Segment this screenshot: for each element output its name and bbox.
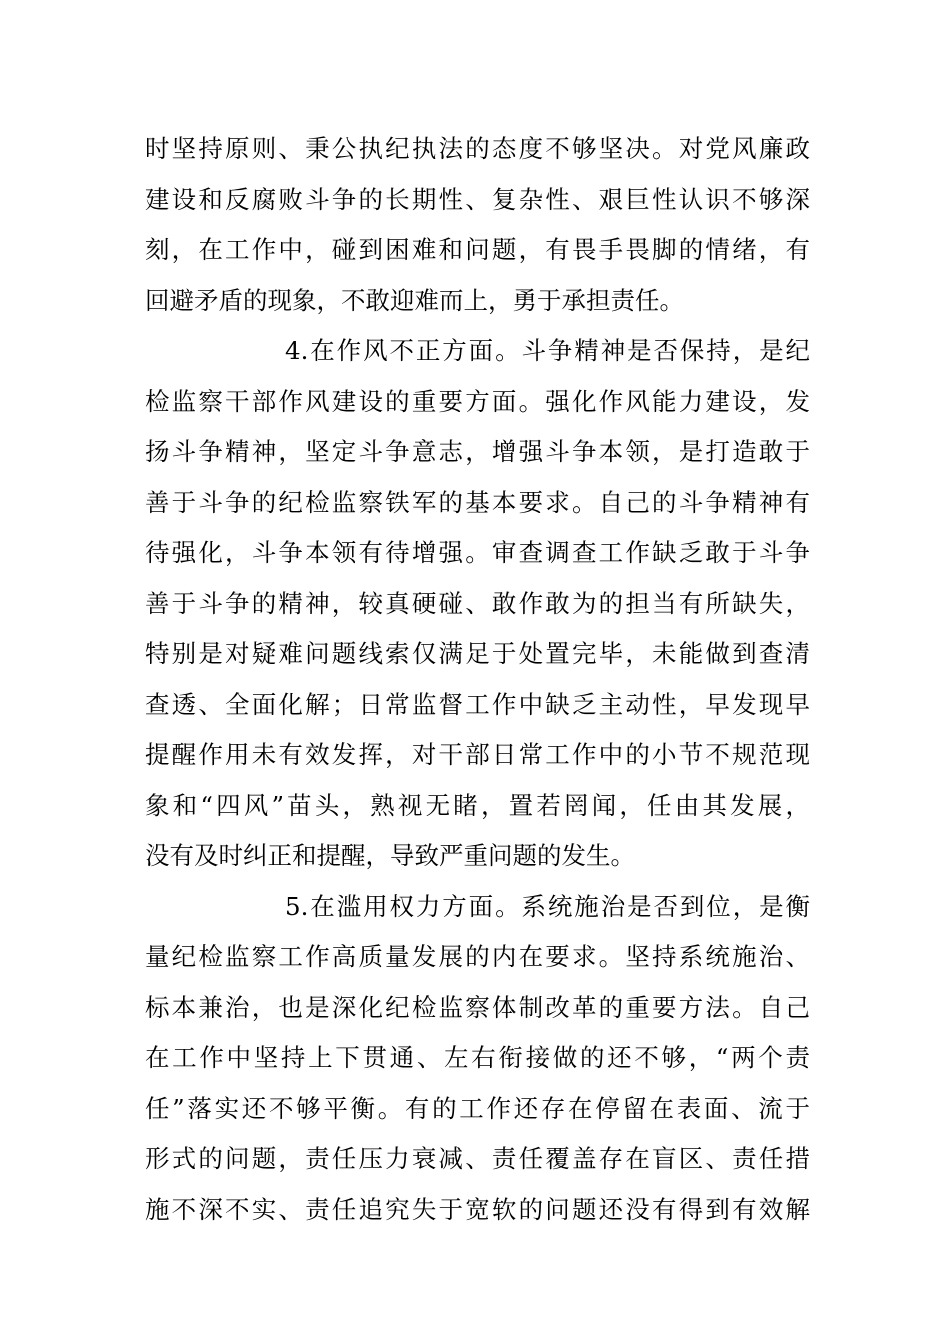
text-line: 提醒作用未有效发挥，对干部日常工作中的小节不规范现 — [145, 740, 810, 769]
text-line: 时坚持原则、秉公执纪执法的态度不够坚决。对党风廉政 — [145, 134, 810, 163]
text-line: 扬斗争精神，坚定斗争意志，增强斗争本领，是打造敢于 — [145, 437, 810, 466]
section-heading-line: 5.在滥用权力方面。系统施治是否到位，是衡 — [285, 891, 810, 921]
text-line: 刻，在工作中，碰到困难和问题，有畏手畏脚的情绪，有 — [145, 235, 810, 264]
text-line: 标本兼治，也是深化纪检监察体制改革的重要方法。自己 — [145, 992, 810, 1022]
text-line: 善于斗争的精神，较真硬碰、敢作敢为的担当有所缺失， — [145, 588, 810, 618]
text-line: 量纪检监察工作高质量发展的内在要求。坚持系统施治、 — [145, 942, 810, 971]
text-line: 查透、全面化解；日常监督工作中缺乏主动性，早发现早 — [145, 689, 810, 719]
text-line: 待强化，斗争本领有待增强。审查调查工作缺乏敢于斗争 — [145, 538, 810, 567]
text-line: 没有及时纠正和提醒，导致严重问题的发生。 — [145, 841, 635, 870]
text-line: 建设和反腐败斗争的长期性、复杂性、艰巨性认识不够深 — [145, 184, 810, 214]
text-line: 任”落实还不够平衡。有的工作还存在停留在表面、流于 — [145, 1093, 810, 1123]
text-line: 检监察干部作风建设的重要方面。强化作风能力建设，发 — [145, 386, 810, 416]
text-line: 回避矛盾的现象，不敢迎难而上，勇于承担责任。 — [145, 285, 684, 315]
body-text — [145, 124, 810, 1235]
text-line: 在工作中坚持上下贯通、左右衔接做的还不够，“两个责 — [145, 1043, 810, 1072]
text-line: 善于斗争的纪检监察铁军的基本要求。自己的斗争精神有 — [145, 487, 810, 517]
text-line: 形式的问题，责任压力衰减、责任覆盖存在盲区、责任措 — [145, 1144, 810, 1173]
section-heading-line: 4.在作风不正方面。斗争精神是否保持，是纪 — [285, 336, 810, 365]
text-line: 象和“四风”苗头，熟视无睹，置若罔闻，任由其发展， — [145, 790, 810, 820]
text-line: 特别是对疑难问题线索仅满足于处置完毕，未能做到查清 — [145, 639, 810, 668]
text-line: 施不深不实、责任追究失于宽软的问题还没有得到有效解 — [145, 1194, 810, 1224]
